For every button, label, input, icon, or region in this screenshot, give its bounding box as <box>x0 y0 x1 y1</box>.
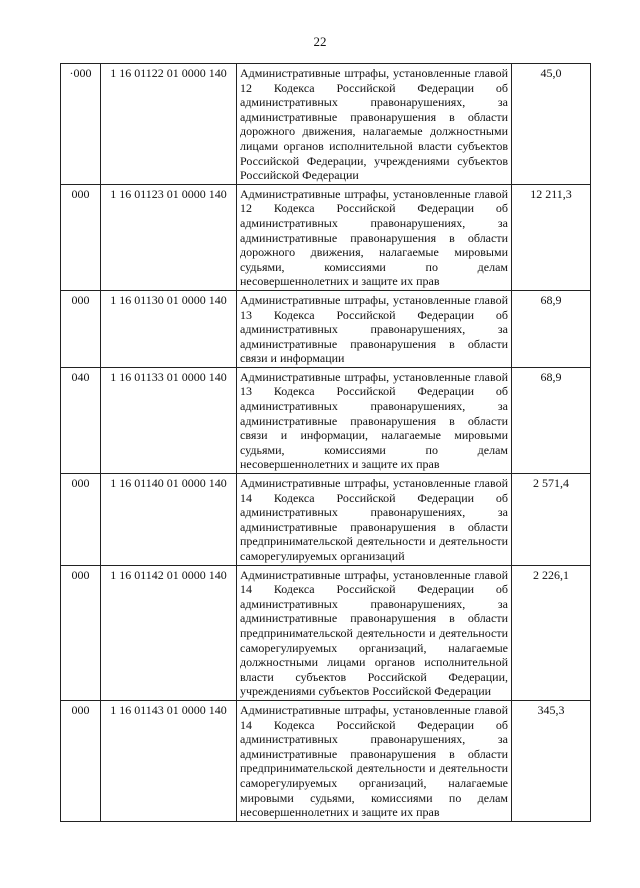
description-cell: Административные штрафы, установленные главой 14 Кодекса Российской Федерации об административных правонарушениях, за административные правонарушения в области предпринимательской деятельности и деятельности саморегулируемых организаций, налагаемые мировыми судьями, комиссиями по делам несовершеннолетних и защите их прав <box>237 700 512 821</box>
description-cell: Административные штрафы, установленные главой 12 Кодекса Российской Федерации об административных правонарушениях, за административные правонарушения в области дорожного движения, налагаемые мировыми судьями, комиссиями по делам несовершеннолетних и защите их прав <box>237 184 512 290</box>
table-row <box>61 700 591 821</box>
admin-code-cell: 000 <box>61 474 101 566</box>
amount-cell: 2 226,1 <box>512 565 591 700</box>
kbk-code-cell: 1 16 01133 01 0000 140 <box>101 367 237 473</box>
description-cell: Административные штрафы, установленные главой 13 Кодекса Российской Федерации об административных правонарушениях, за административные правонарушения в области связи и информации, налагаемые мировыми судьями, комиссиями по делам несовершеннолетних и защите их прав <box>237 367 512 473</box>
kbk-code-cell: 1 16 01140 01 0000 140 <box>101 474 237 566</box>
amount-cell: 345,3 <box>512 700 591 821</box>
amount-cell: 12 211,3 <box>512 184 591 290</box>
table-row <box>61 565 591 700</box>
amount-cell: 2 571,4 <box>512 474 591 566</box>
admin-code-cell: 040 <box>61 367 101 473</box>
kbk-code-cell: 1 16 01122 01 0000 140 <box>101 64 237 185</box>
amount-cell: 68,9 <box>512 290 591 367</box>
admin-code-cell: 000 <box>61 290 101 367</box>
table-row <box>61 367 591 473</box>
kbk-code-cell: 1 16 01142 01 0000 140 <box>101 565 237 700</box>
description-cell: Административные штрафы, установленные главой 14 Кодекса Российской Федерации об административных правонарушениях, за административные правонарушения в области предпринимательской деятельности и деятельности саморегулируемых организаций <box>237 474 512 566</box>
admin-code-cell: 000 <box>61 184 101 290</box>
amount-cell: 68,9 <box>512 367 591 473</box>
amount-cell: 45,0 <box>512 64 591 185</box>
kbk-code-cell: 1 16 01123 01 0000 140 <box>101 184 237 290</box>
kbk-code-cell: 1 16 01130 01 0000 140 <box>101 290 237 367</box>
admin-code-cell: ·000 <box>61 64 101 185</box>
table-row <box>61 64 591 185</box>
budget-table <box>60 63 591 822</box>
description-cell: Административные штрафы, установленные главой 14 Кодекса Российской Федерации об административных правонарушениях, за административные правонарушения в области предпринимательской деятельности и деятельности саморегулируемых организаций, налагаемые должностными лицами органов исполнительной власти субъектов Российской Федерации, учреждениями субъектов Российской Федерации <box>237 565 512 700</box>
admin-code-cell: 000 <box>61 700 101 821</box>
table-row <box>61 184 591 290</box>
table-row <box>61 290 591 367</box>
description-cell: Административные штрафы, установленные главой 12 Кодекса Российской Федерации об административных правонарушениях, за административные правонарушения в области дорожного движения, налагаемые должностными лицами органов исполнительной власти субъектов Российской Федерации, учреждениями субъектов Российской Федерации <box>237 64 512 185</box>
table-row <box>61 474 591 566</box>
admin-code-cell: 000 <box>61 565 101 700</box>
page-number: 22 <box>313 34 327 49</box>
kbk-code-cell: 1 16 01143 01 0000 140 <box>101 700 237 821</box>
description-cell: Административные штрафы, установленные главой 13 Кодекса Российской Федерации об административных правонарушениях, за административные правонарушения в области связи и информации <box>237 290 512 367</box>
